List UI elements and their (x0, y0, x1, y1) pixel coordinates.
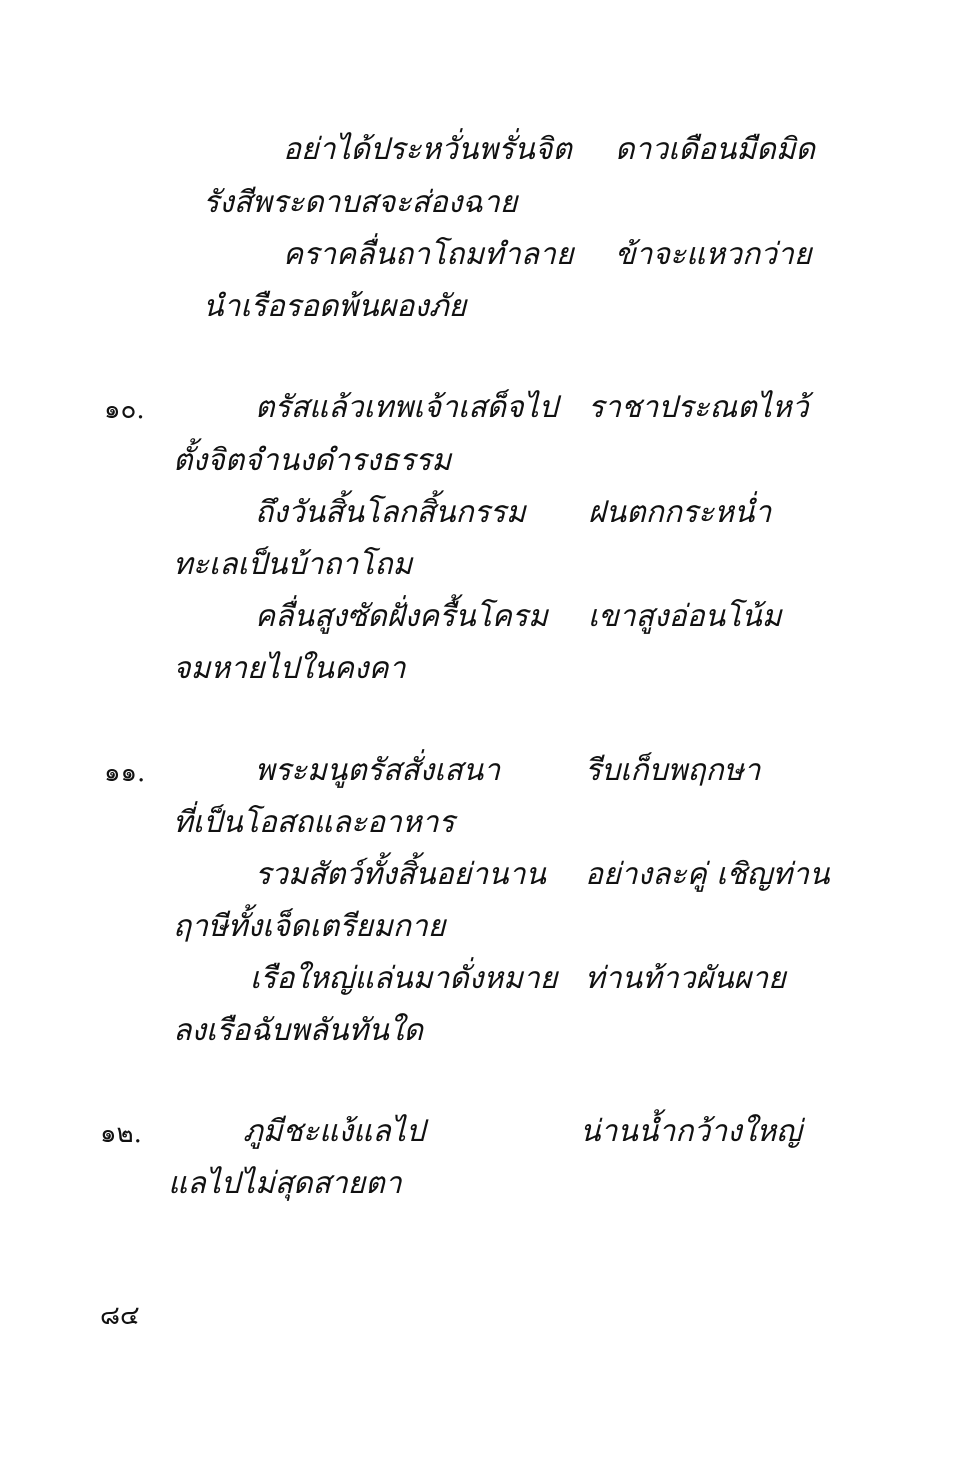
verse-line-3-second: ข้าจะแหวกว่าย (615, 237, 812, 272)
verse-line-3-first: รวมสัตว์ทั้งสิ้นอย่านาน (255, 857, 546, 892)
stanza-number: ๑๐. (104, 395, 145, 425)
verse-line-3-first: ถึงวันสิ้นโลกสิ้นกรรม (255, 495, 526, 530)
stanza-number: ๑๑. (104, 758, 146, 788)
verse-line-1-first: ตรัสแล้วเทพเจ้าเสด็จไป (255, 390, 558, 425)
verse-line-1-first: ภูมีชะแง้แลไป (243, 1114, 425, 1149)
verse-line-4: นำเรือรอดพ้นผองภัย (203, 289, 467, 324)
verse-line-2: ที่เป็นโอสถและอาหาร (173, 805, 455, 840)
verse-line-5-second: เขาสูงอ่อนโน้ม (588, 599, 782, 634)
verse-line-1-first: พระมนูตรัสสั่งเสนา (255, 753, 501, 788)
verse-line-2: แลไปไม่สุดสายตา (168, 1166, 402, 1201)
verse-line-3-first: คราคลื่นถาโถมทำลาย (283, 237, 574, 272)
verse-line-5-second: ท่านท้าวผันผาย (585, 961, 786, 996)
verse-line-4: ทะเลเป็นบ้าถาโถม (173, 547, 413, 582)
stanza-number: ๑๒. (100, 1119, 142, 1149)
verse-line-1-second: ราชาประณตไหว้ (588, 390, 809, 425)
verse-line-3-second: อย่างละคู่ เชิญท่าน (585, 857, 830, 892)
verse-line-1-second: รีบเก็บพฤกษา (585, 753, 761, 788)
verse-line-5-first: เรือใหญ่แล่นมาดั่งหมาย (250, 961, 558, 996)
verse-line-4: ฤาษีทั้งเจ็ดเตรียมกาย (173, 909, 446, 944)
verse-line-2: รังสีพระดาบสจะส่องฉาย (203, 185, 518, 220)
verse-line-6: จมหายไปในคงคา (173, 651, 406, 686)
page-number: ๘๔ (100, 1301, 140, 1331)
verse-line-3-second: ฝนตกกระหน่ำ (588, 495, 772, 530)
verse-line-1-second: ดาวเดือนมืดมิด (615, 132, 815, 167)
verse-line-2: ตั้งจิตจำนงดำรงธรรม (173, 443, 452, 478)
verse-line-6: ลงเรือฉับพลันทันใด (173, 1013, 423, 1048)
verse-line-1-first: อย่าได้ประหวั่นพรั่นจิต (283, 132, 572, 167)
verse-line-1-second: น่านน้ำกว้างใหญ่ (580, 1114, 802, 1149)
verse-line-5-first: คลื่นสูงซัดฝั่งครื้นโครม (255, 599, 548, 634)
